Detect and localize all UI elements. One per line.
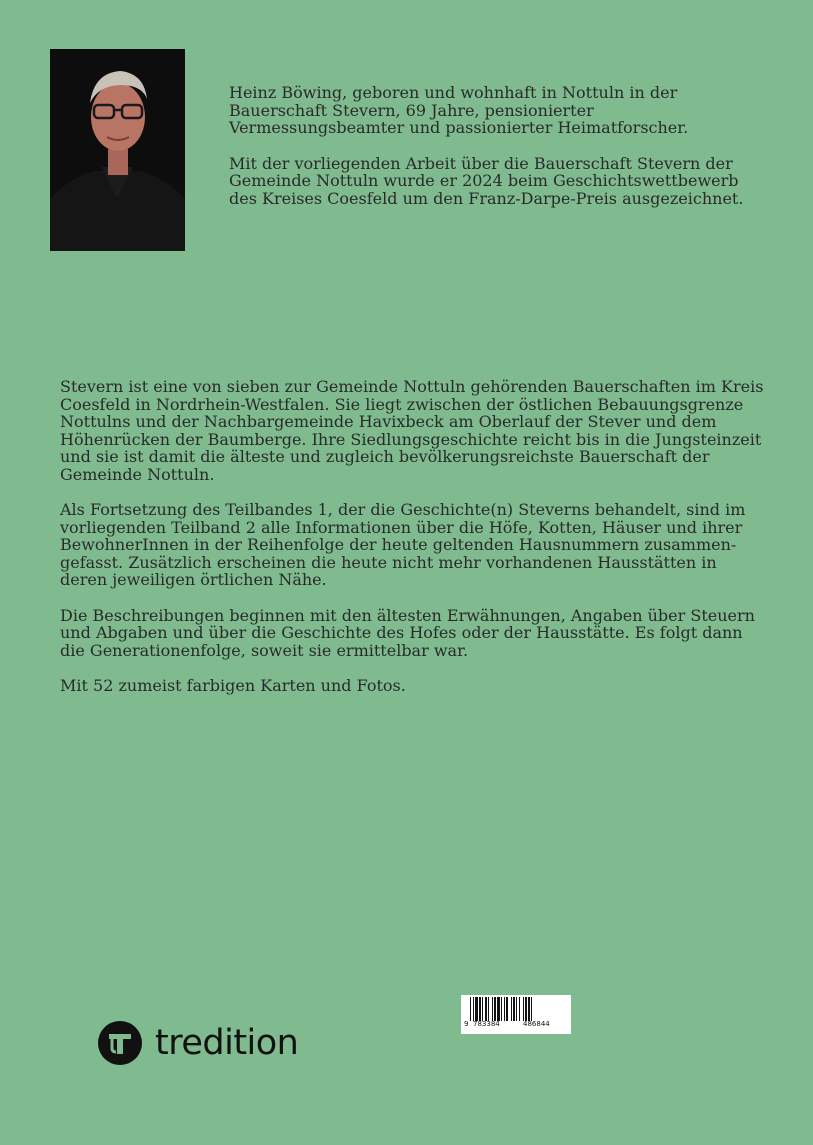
blurb-paragraph: Mit 52 zumeist farbigen Karten und Fotos. [60,676,406,695]
author-bio-paragraph: Heinz Böwing, geboren und wohnhaft in Nottuln in der Bauerschaft Stevern, 69 Jahre, pensionierter Vermessungsbeamter und passionierter Heimatforscher. [229,83,689,137]
author-bio-paragraph: Mit der vorliegenden Arbeit über die Bauerschaft Stevern der Gemeinde Nottuln wurde er 2024 beim Geschichtswettbewerb des Kreises Coesfeld um den Franz-Darpe-Preis ausgezeichnet. [229,153,744,208]
barcode-bars [461,995,571,1021]
blurb-paragraph: Stevern ist eine von sieben zur Gemeinde Nottuln gehörenden Bauerschaften im Kreis Coesfeld in Nordrhein-Westfalen. Sie liegt zwischen der östlichen Bebauungsgrenze Nottulns und der Nachbargemeinde Havixbeck am Oberlauf der Stever und dem Höhenrücken der Baumberge. Ihre Siedlungsgeschichte reicht bis in die Jungsteinzeit und sie ist damit die älteste und zugleich bevölkerungsreichste Bauerschaft der Gemeinde Nottuln. [60,377,764,484]
isbn-barcode [461,995,571,1034]
barcode-lead-digit: 9 [464,1020,469,1028]
publisher-name: tredition [155,1023,299,1063]
blurb-paragraph: Die Beschreibungen beginnen mit den ältesten Erwähnungen, Angaben über Steuern und Abgaben und über die Geschichte des Hofes oder der Hausstätte. Es folgt dann die Generationenfolge, soweit sie ermittelbar war. [60,605,755,660]
author-bio [229,84,769,225]
book-blurb [60,378,765,713]
barcode-group-2: 486844 [523,1020,550,1028]
author-photo [50,49,185,251]
barcode-group-1: 783384 [473,1020,500,1028]
publisher-logo [98,1021,298,1065]
barcode-digits [461,1020,571,1032]
author-portrait [50,49,185,251]
blurb-paragraph: Als Fortsetzung des Teilbandes 1, der die Geschichte(n) Steverns behandelt, sind im vorliegenden Teilband 2 alle Informationen über die Höfe, Kotten, Häuser und ihrer BewohnerInnen in der Reihenfolge der heute geltenden Hausnummern zusammen-gefasst. Zusätzlich erscheinen die heute nicht mehr vorhandenen Hausstätten in deren jeweiligen örtlichen Nähe. [60,500,746,589]
tredition-logo-icon [98,1021,142,1065]
